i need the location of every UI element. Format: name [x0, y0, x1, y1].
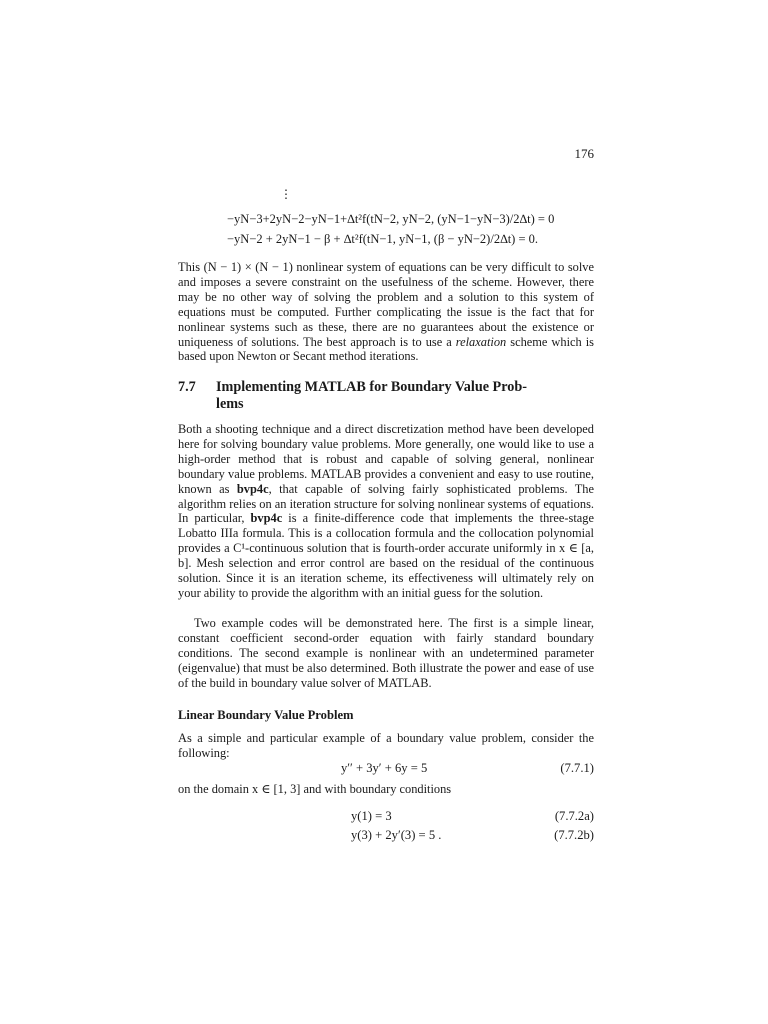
equation-line-2: −yN−2 + 2yN−1 − β + ∆t²f(tN−1, yN−1, (β − yN−2)/2∆t) = 0.: [227, 232, 539, 246]
section-heading: [178, 379, 598, 413]
section-title-line1: Implementing MATLAB for Boundary Value Prob-: [216, 379, 527, 395]
section-number: 7.7: [178, 379, 196, 395]
paragraph-example-codes: Two example codes will be demonstrated here. The first is a simple linear, constant coefficient second-order equation with fairly standard boundary conditions. The second example is nonlinear with an undetermined parameter (eigenvalue) that must be also determined. Both illustrate the power and ease of use of the build in boundary value solver of MATLAB.: [178, 616, 594, 690]
equation-number-7-7-2b: (7.7.2b): [554, 828, 594, 842]
equation-7-7-1: y′′ + 3y′ + 6y = 5: [341, 761, 428, 775]
paragraph-domain: on the domain x ∈ [1, 3] and with boundary conditions: [178, 782, 452, 796]
bvp4c-term: bvp4c: [236, 481, 269, 496]
equation-number-7-7-2a: (7.7.2a): [554, 809, 594, 823]
subsection-heading: Linear Boundary Value Problem: [178, 708, 354, 722]
vertical-ellipsis: ⋮: [280, 187, 292, 201]
para2-text-b: , that capable of solving fairly sophisticated problems. The algorithm relies on an iteration structure for solving nonlinear systems of equations. In particular,: [178, 481, 594, 526]
para1-text-a: This (N − 1) × (N − 1) nonlinear system of equations can be very difficult to solve and imposes a severe constraint on the usefulness of the scheme. However, there may be no other way of solving the problem and a solution to this system of equations must be computed. Further complicating the issue is the fact that for nonlinear systems such as these, there are no guarantees about the existence or uniqueness of solutions. The best approach is to use a: [178, 260, 594, 349]
para2-text-c: is a finite-difference code that implements the three-stage Lobatto IIIa formula. This is a collocation formula and the collocation polynomial provides a C¹-continuous solution that is fourth-order accurate uniformly in x ∈ [a, b]. Mesh selection and error control are based on the residual of the continuous solution. Since it is an iteration scheme, its effectiveness will ultimately rely on your ability to provide the algorithm with an initial guess for the solution.: [178, 511, 594, 600]
paragraph-nonlinear-system: [178, 260, 594, 364]
section-title-line2: lems: [216, 396, 244, 412]
paragraph-simple-example: As a simple and particular example of a boundary value problem, consider the following:: [178, 731, 594, 760]
relaxation-term: relaxation: [455, 334, 507, 349]
paragraph-bvp4c-intro: [178, 422, 594, 601]
para2-text-a: Both a shooting technique and a direct discretization method have been developed here for solving boundary value problems. More generally, one would like to use a high-order method that is robust and capable of solving general, nonlinear boundary value problems. MATLAB provides a convenient and easy to use routine, known as: [178, 422, 594, 496]
equation-7-7-2a: y(1) = 3: [351, 809, 392, 823]
equation-7-7-2b: y(3) + 2y′(3) = 5 .: [351, 828, 442, 842]
page-number: 176: [574, 146, 594, 161]
bvp4c-term-2: bvp4c: [250, 511, 283, 526]
equation-line-1: −yN−3+2yN−2−yN−1+∆t²f(tN−2, yN−2, (yN−1−yN−3)/2∆t) = 0: [227, 212, 555, 226]
para1-text-b: scheme which is based upon Newton or Secant method iterations.: [178, 334, 594, 364]
equation-number-7-7-1: (7.7.1): [560, 761, 594, 775]
